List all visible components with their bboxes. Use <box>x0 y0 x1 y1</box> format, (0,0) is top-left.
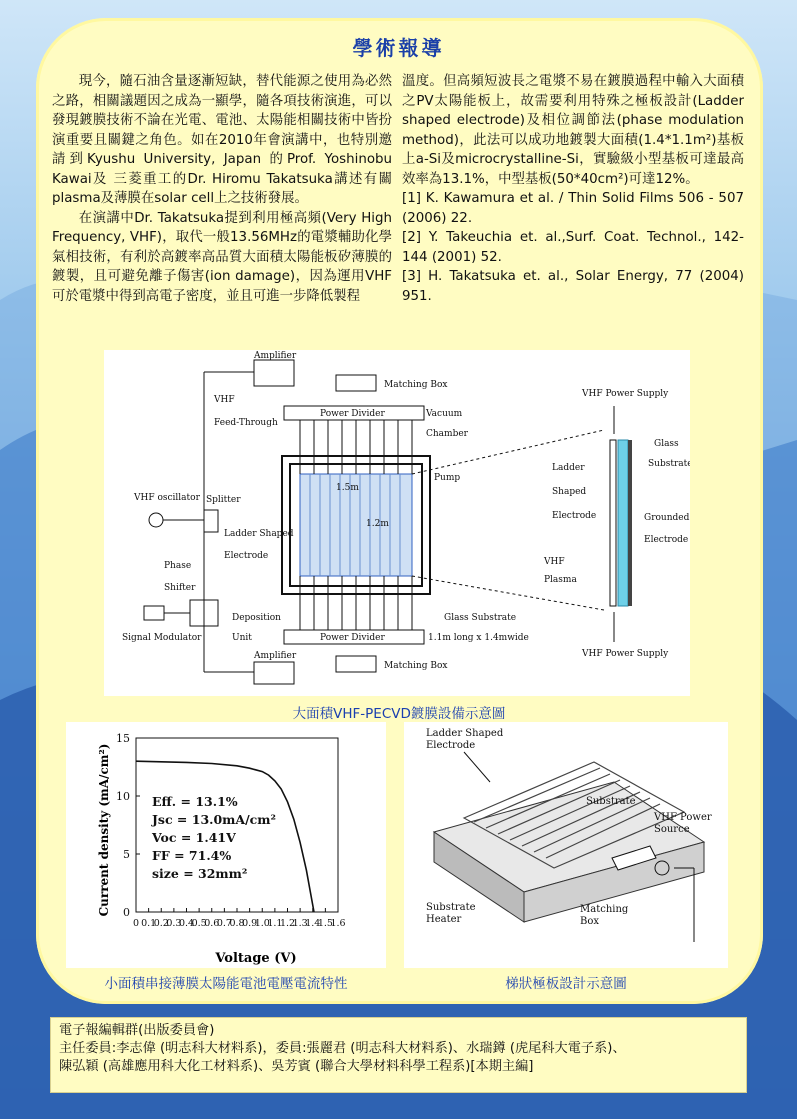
figure-iv-curve <box>66 722 386 968</box>
x-tick-label: 0.2 <box>153 918 169 929</box>
x-tick-label: 0.6 <box>204 918 220 929</box>
label-power-divider-bottom: Power Divider <box>320 633 385 643</box>
label-amplifier-top: Amplifier <box>254 351 297 361</box>
x-tick-label: 1.2 <box>279 918 296 929</box>
x-tick-label: 0.7 <box>216 918 232 929</box>
paragraph: 溫度。但高頻短波長之電漿不易在鍍膜過程中輸入大面積之PV太陽能板上，故需要利用特殊之極板設計(Ladder shaped electrode)及相位調節法(phase modulation method)，此法可以成功地鍍製大面積(1.4*1.1m²)基板上a-Si及microcrystalline-Si，實驗級小型基板可達最高效率為13.1%，中型基板(50*40cm²)可達12%。 <box>402 74 744 187</box>
label-vhf: VHF <box>214 395 235 405</box>
label-electrode: Electrode <box>224 551 269 561</box>
x-tick-label: 0.4 <box>178 918 195 929</box>
figure1-caption: 大面積VHF-PECVD鍍膜設備示意圖 <box>292 706 506 722</box>
annotation-jsc: Jsc = 13.0mA/cm² <box>152 812 276 827</box>
label-dim-12: 1.2m <box>366 519 389 529</box>
label-vacuum: Vacuum <box>426 409 463 419</box>
editorial-footer <box>50 1017 747 1093</box>
annotation-ff: FF = 71.4% <box>152 848 232 863</box>
label-amplifier-bottom: Amplifier <box>254 651 297 661</box>
reference-item: [3] H. Takatsuka et. al., Solar Energy, 77 (2004) 951. <box>402 269 744 304</box>
figure3-caption: 梯狀極板設計示意圖 <box>505 976 627 992</box>
annotation-eff: Eff. = 13.1% <box>152 794 238 809</box>
label-matching-box-bottom: Matching Box <box>384 661 448 671</box>
footer-line: 主任委員:李志偉 (明志科大材料系)，委員:張麗君 (明志科大材料系)、水瑞鐏 (虎尾科大電子系)、 <box>59 1041 626 1056</box>
label-glass: Glass <box>654 439 679 449</box>
label-box: Box <box>580 916 600 927</box>
label-matching-box-top: Matching Box <box>384 380 448 390</box>
label-source: Source <box>654 824 690 835</box>
x-tick-label: 0.1 <box>141 918 157 929</box>
label-shaped: Shaped <box>552 487 587 497</box>
paragraph: 在演講中Dr. Takatsuka提到利用極高頻(Very High Frequency, VHF)，取代一般13.56MHz的電漿輔助化學氣相技術，有利於高鍍率高品質大面積太陽能板矽薄膜的鍍製，且可避免離子傷害(ion damage)，因為運用VHF可於電漿中得到高電子密度，並且可進一步降低製程 <box>52 210 392 304</box>
label-plasma: Plasma <box>544 575 577 585</box>
label-size: 1.1m long x 1.4mwide <box>428 633 529 643</box>
paragraph: 現今，隨石油含量逐漸短缺，替代能源之使用為必然之路，相關議題因之成為一顯學，隨各項技術演進，可以發現鍍膜技術不論在光電、電池、太陽能相關技術中皆扮演重要且關鍵之角色。如在2010年會演講中，也特別邀請到Kyushu University, Japan 的Prof. Yoshinobu Kawai及 三菱重工的Dr. Hiromu Takatsuka講述有關plasma及薄膜在solar cell上之技術發展。 <box>52 74 392 206</box>
figure-vhf-pecvd <box>104 350 690 696</box>
ladder-electrode-diagram <box>404 722 728 968</box>
label-deposition: Deposition <box>232 613 281 623</box>
label-signal-modulator: Signal Modulator <box>122 633 202 643</box>
y-axis-label: Current density (mA/cm²) <box>97 743 111 917</box>
label-phase: Phase <box>164 561 192 571</box>
label-grounded: Grounded <box>644 513 690 523</box>
x-tick-label: 1.0 <box>254 918 270 929</box>
label-substrate2: Substrate <box>426 902 476 913</box>
x-tick-label: 1.4 <box>305 918 321 929</box>
page-title: 學術報導 <box>352 36 445 60</box>
x-tick-label: 1.5 <box>317 918 333 929</box>
x-tick-label: 1.1 <box>267 918 283 929</box>
label-shifter: Shifter <box>164 583 196 593</box>
x-tick-label: 1.6 <box>330 918 346 929</box>
y-tick-label: 5 <box>123 848 130 861</box>
label-vhf-oscillator: VHF oscillator <box>134 493 200 503</box>
label-chamber: Chamber <box>426 429 468 439</box>
label-power-divider-top: Power Divider <box>320 409 385 419</box>
label-substrate: Substrate <box>648 459 690 469</box>
figure-ladder-electrode <box>404 722 728 968</box>
label-vhf2: VHF <box>544 557 565 567</box>
x-axis-label: Voltage (V) <box>215 951 297 966</box>
label-unit: Unit <box>232 633 252 643</box>
label-substrate: Substrate <box>586 796 636 807</box>
x-tick-label: 1.3 <box>292 918 308 929</box>
footer-line: 陳弘穎 (高雄應用科大化工材料系)、吳芳賓 (聯合大學材料科學工程系)[本期主編] <box>59 1059 534 1074</box>
label-vhf-power-supply-bottom: VHF Power Supply <box>582 649 669 659</box>
right-column <box>402 72 744 306</box>
label-ladder-shaped: Ladder Shaped <box>426 728 504 739</box>
left-column <box>52 72 392 306</box>
label-vhf-power: VHF Power <box>654 812 712 823</box>
reference-item: [1] K. Kawamura et al. / Thin Solid Films 506 - 507 (2006) 22. <box>402 191 744 226</box>
x-tick-label: 0.5 <box>191 918 207 929</box>
label-feed-through: Feed-Through <box>214 418 278 428</box>
label-ladder-shaped: Ladder Shaped <box>224 529 294 539</box>
vhf-pecvd-diagram <box>104 350 690 696</box>
x-tick-label: 0.3 <box>166 918 182 929</box>
label-electrode: Electrode <box>426 740 476 751</box>
label-dim-15: 1.5m <box>336 483 359 493</box>
label-glass-substrate: Glass Substrate <box>444 613 517 623</box>
y-tick-label: 0 <box>123 906 130 919</box>
label-heater: Heater <box>426 914 462 925</box>
label-splitter: Splitter <box>206 495 241 505</box>
label-pump: Pump <box>434 473 461 483</box>
label-electrode3: Electrode <box>644 535 689 545</box>
y-tick-label: 10 <box>116 790 130 803</box>
label-ladder: Ladder <box>552 463 585 473</box>
x-tick-label: 0.9 <box>242 918 258 929</box>
y-tick-label: 15 <box>116 732 130 745</box>
figure2-caption: 小面積串接薄膜太陽能電池電壓電流特性 <box>104 976 348 992</box>
label-vhf-power-supply-top: VHF Power Supply <box>582 389 669 399</box>
annotation-voc: Voc = 1.41V <box>152 830 236 845</box>
label-matching: Matching <box>580 904 629 915</box>
iv-chart <box>66 722 386 968</box>
footer-title: 電子報編輯群(出版委員會) <box>59 1023 215 1038</box>
reference-item: [2] Y. Takeuchia et. al.,Surf. Coat. Technol., 142-144 (2001) 52. <box>402 230 744 265</box>
label-electrode2: Electrode <box>552 511 597 521</box>
annotation-size: size = 32mm² <box>152 866 248 881</box>
x-tick-label: 0 <box>132 918 140 929</box>
x-tick-label: 0.8 <box>229 918 245 929</box>
